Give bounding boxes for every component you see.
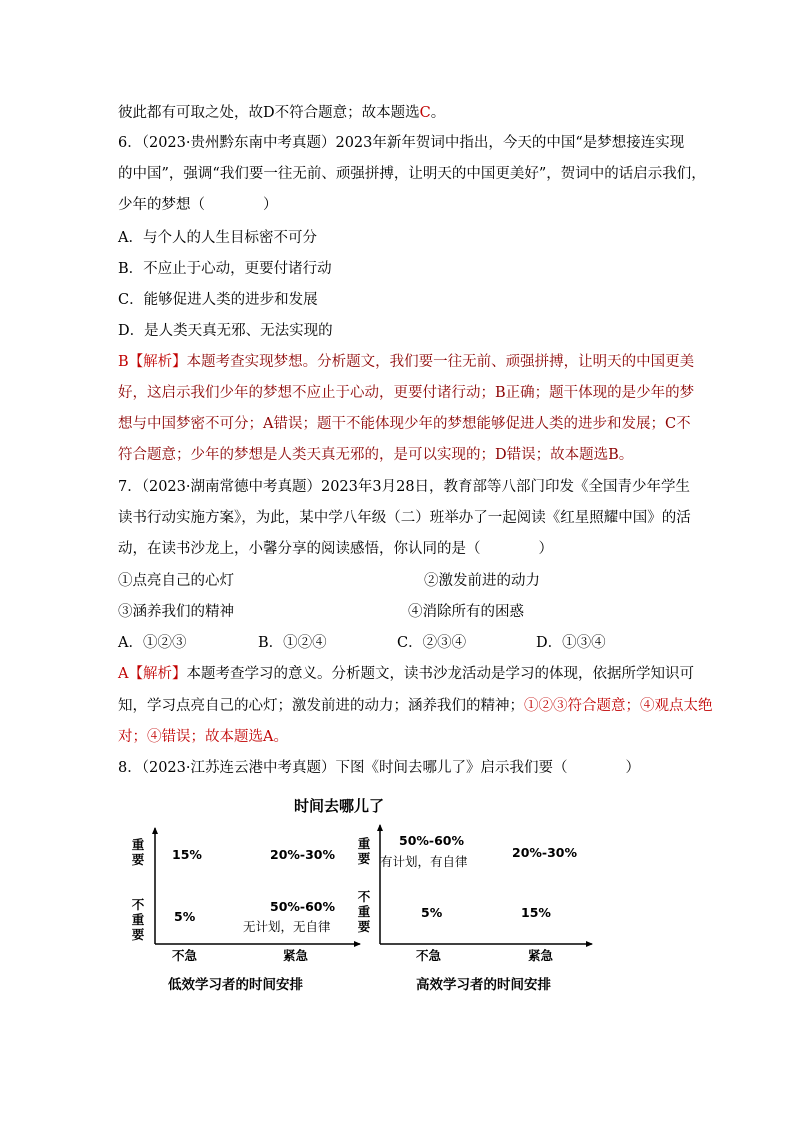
q7-stem-line: 读书行动实施方案》，为此，某中学八年级（二）班举办了一起阅读《红星照耀中国》的活 bbox=[118, 510, 691, 526]
q7-answer: A bbox=[118, 666, 129, 682]
left-y-label-not-important: 不重要 bbox=[131, 897, 145, 942]
right-cell-important-not-urgent-value: 50%-60% bbox=[399, 833, 465, 848]
q6-stem-line: 少年的梦想（ ） bbox=[118, 197, 278, 213]
analysis-tag: 【解析】 bbox=[128, 354, 187, 370]
left-cell-important-urgent: 20%-30% bbox=[270, 847, 336, 862]
q5-text: 彼此都有可取之处，故 bbox=[118, 105, 263, 121]
left-cell-not-important-not-urgent: 5% bbox=[174, 909, 196, 924]
left-cell-important-not-urgent: 15% bbox=[172, 847, 202, 862]
right-x-label-not-urgent: 不急 bbox=[416, 948, 442, 963]
q7-stem-line: 7．（2023·湖南常德中考真题）2023年3月28日，教育部等八部门印发《全国青少年学生 bbox=[118, 479, 691, 495]
q6-analysis-line: 好，这启示我们少年的梦想不应止于心动，更要付诸行动；B正确；题干体现的是少年的梦 bbox=[118, 385, 695, 401]
q7-option-b: B．①②④ bbox=[258, 635, 327, 651]
q6-stem-line: 6．（2023·贵州黔东南中考真题）2023年新年贺词中指出，今天的中国“是梦想接连实现 bbox=[118, 135, 685, 151]
q7-item-2: ②激发前进的动力 bbox=[424, 573, 540, 589]
chart-title: 时间去哪儿了 bbox=[294, 797, 385, 815]
q7-option-a: A．①②③ bbox=[118, 635, 187, 651]
q7-item-1: ①点亮自己的心灯 bbox=[118, 573, 234, 589]
left-x-label-urgent: 紧急 bbox=[283, 948, 309, 963]
right-cell-not-important-urgent: 15% bbox=[521, 905, 551, 920]
q8-stem: 8．（2023·江苏连云港中考真题）下图《时间去哪儿了》启示我们要（ ） bbox=[118, 760, 640, 776]
left-panel-caption: 低效学习者的时间安排 bbox=[168, 977, 303, 993]
right-cell-important-not-urgent-note: 有计划，有自律 bbox=[380, 854, 468, 869]
q6-option-c: C．能够促进人类的进步和发展 bbox=[118, 292, 318, 308]
q7-item-3: ③涵养我们的精神 bbox=[118, 604, 234, 620]
q6-option-d: D．是人类天真无邪、无法实现的 bbox=[118, 323, 333, 339]
q7-item-4: ④消除所有的困惑 bbox=[408, 604, 524, 620]
right-panel-caption: 高效学习者的时间安排 bbox=[416, 977, 551, 993]
right-x-label-urgent: 紧急 bbox=[528, 948, 554, 963]
q7-analysis-line: 对；④错误；故本题选A。 bbox=[118, 729, 288, 745]
q6-option-a: A．与个人的人生目标密不可分 bbox=[118, 230, 317, 246]
q7-analysis-text: 本题考查学习的意义。分析题文，读书沙龙活动是学习的体现，依据所学知识可 bbox=[186, 666, 694, 682]
right-y-label-important: 重要 bbox=[357, 836, 371, 866]
q6-option-b: B．不应止于心动，更要付诸行动 bbox=[118, 261, 332, 277]
analysis-tag: 【解析】 bbox=[128, 666, 187, 682]
q6-analysis-line: 符合题意；少年的梦想是人类天真无邪的，是可以实现的；D错误；故本题选B。 bbox=[118, 447, 634, 463]
left-x-label-not-urgent: 不急 bbox=[172, 948, 198, 963]
right-y-label-not-important: 不重要 bbox=[357, 889, 371, 934]
left-y-label-important: 重要 bbox=[131, 837, 145, 867]
q7-stem-line: 动，在读书沙龙上，小馨分享的阅读感悟，你认同的是（ ） bbox=[118, 541, 553, 557]
q5-option-ref: D bbox=[263, 105, 275, 121]
q6-analysis-text: 本题考查实现梦想。分析题文，我们要一往无前、顽强拼搏，让明天的中国更美 bbox=[186, 354, 695, 370]
left-cell-not-important-urgent-value: 50%-60% bbox=[270, 899, 336, 914]
q5-answer: C bbox=[419, 105, 431, 121]
right-cell-not-important-not-urgent: 5% bbox=[421, 905, 443, 920]
q7-option-c: C．②③④ bbox=[397, 635, 467, 651]
q7-analysis-text: 知，学习点亮自己的心灯；激发前进的动力；涵养我们的精神； bbox=[118, 698, 524, 714]
q7-analysis-conclusion: ①②③符合题意；④观点太绝 bbox=[524, 698, 713, 714]
q5-text: 不符合题意；故本题选 bbox=[274, 105, 420, 121]
q6-answer: B bbox=[118, 354, 129, 370]
right-cell-important-urgent: 20%-30% bbox=[512, 845, 578, 860]
q7-option-d: D．①③④ bbox=[536, 635, 606, 651]
q5-text: 。 bbox=[430, 105, 446, 121]
q6-analysis-line: 想与中国梦密不可分；A错误；题干不能体现少年的梦想能够促进人类的进步和发展；C不 bbox=[118, 416, 691, 432]
left-cell-not-important-urgent-note: 无计划，无自律 bbox=[243, 919, 331, 934]
q6-stem-line: 的中国”，强调“我们要一往无前、顽强拼搏，让明天的中国更美好”，贺词中的话启示我们， bbox=[118, 166, 706, 182]
